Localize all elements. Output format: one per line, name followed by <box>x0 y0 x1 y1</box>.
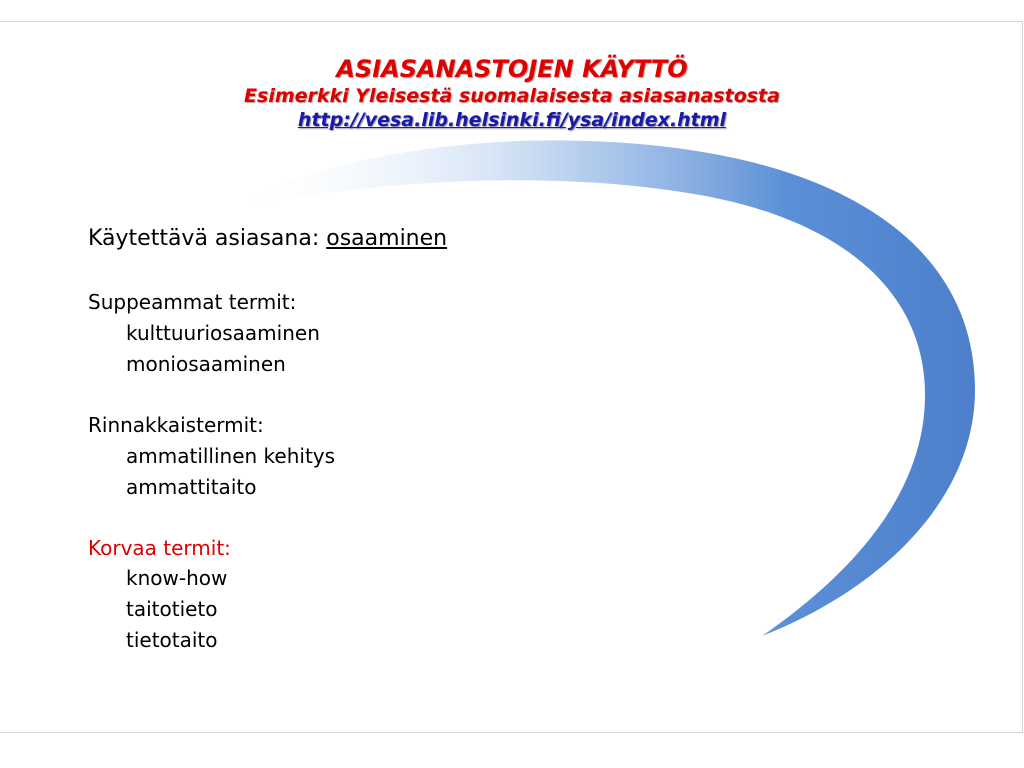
related-term-item: ammatillinen kehitys <box>126 444 336 468</box>
replaced-term-item: tietotaito <box>126 628 218 652</box>
slide-header <box>0 54 1024 132</box>
preferred-term-line <box>88 226 447 252</box>
replaced-terms-heading: Korvaa termit: <box>88 536 231 560</box>
related-term-item: ammattitaito <box>126 475 257 499</box>
related-terms-heading: Rinnakkaistermit: <box>88 413 264 437</box>
swoosh-arc <box>225 140 975 636</box>
ysa-link[interactable]: http://vesa.lib.helsinki.fi/ysa/index.html <box>297 109 727 131</box>
slide-title: ASIASANASTOJEN KÄYTTÖ <box>336 55 688 83</box>
preferred-term-label: Käytettävä asiasana: <box>88 226 320 251</box>
replaced-term-item: know-how <box>126 566 228 590</box>
narrower-terms-heading: Suppeammat termit: <box>88 290 297 314</box>
narrower-term-item: kulttuuriosaaminen <box>126 321 320 345</box>
slide-subtitle: Esimerkki Yleisestä suomalaisesta asiasanastosta <box>244 85 780 107</box>
replaced-term-item: taitotieto <box>126 597 218 621</box>
narrower-term-item: moniosaaminen <box>126 352 286 376</box>
preferred-term[interactable]: osaaminen <box>326 226 448 251</box>
